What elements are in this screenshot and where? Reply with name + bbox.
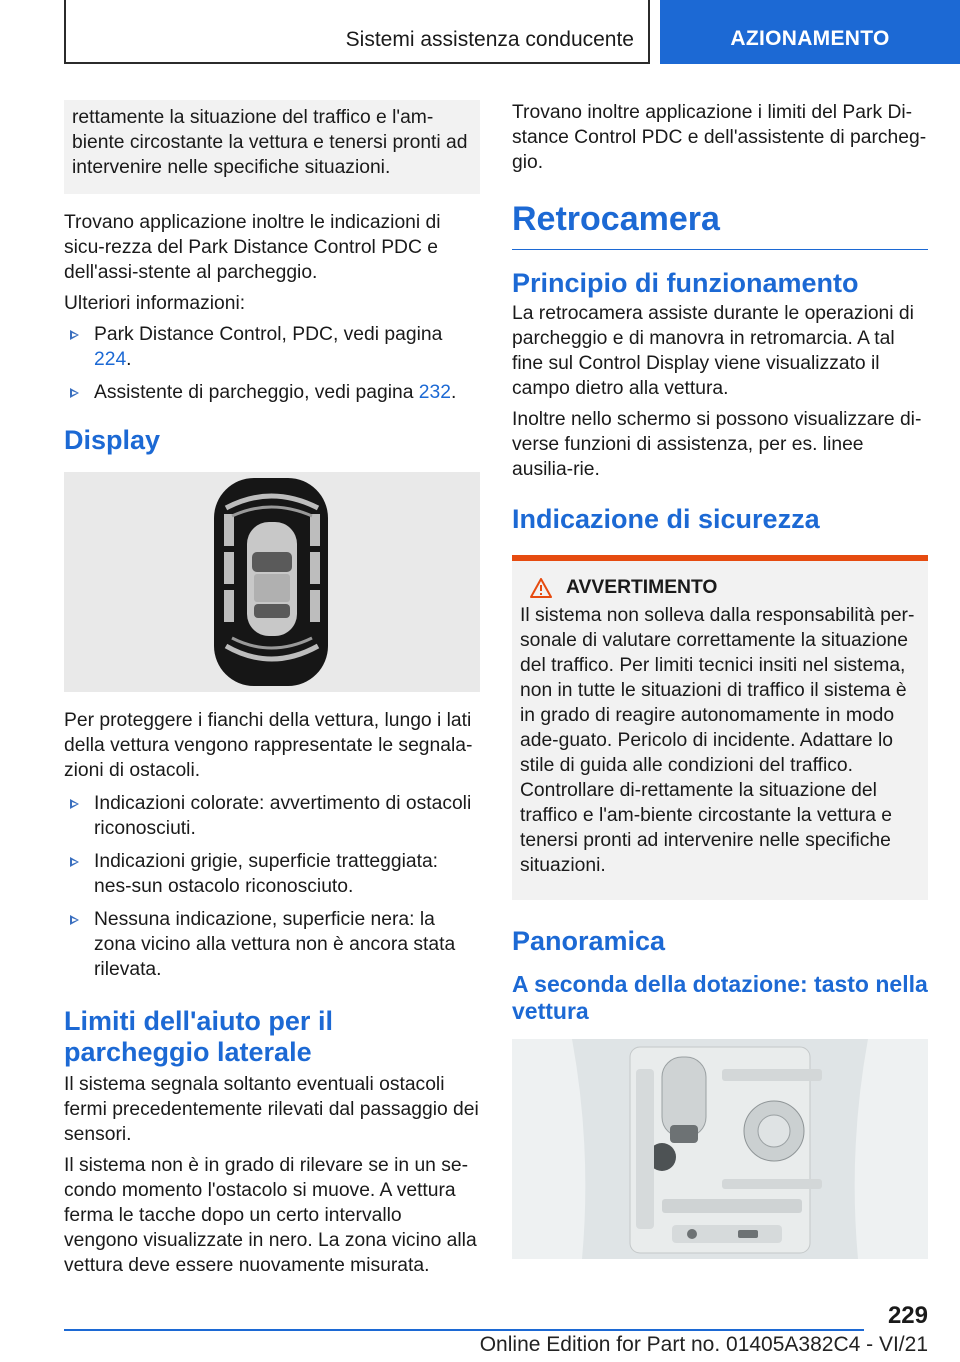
side-protection-display-image xyxy=(64,472,480,692)
center-console-illustration xyxy=(512,1039,928,1259)
bullet-triangle-icon xyxy=(70,330,79,340)
paragraph: La retrocamera assiste durante le operazioni di parcheggio e di manovra in retromarcia. A tal fine sul Control Display viene visualizzato il campo dietro alla vettura. xyxy=(512,303,914,399)
heading-principle: Principio di funzionamento xyxy=(512,268,859,298)
warning-triangle-icon xyxy=(530,578,552,598)
left-column xyxy=(64,100,480,1284)
list-item: Indicazioni grigie, superficie tratteggiata: nes-sun ostacolo riconosciuto. xyxy=(64,849,480,899)
center-console-photo xyxy=(512,1039,928,1259)
reference-list xyxy=(64,322,480,405)
header-frame xyxy=(64,0,650,64)
section-title: Sistemi assistenza conducente xyxy=(345,28,634,51)
paragraph: Il sistema segnala soltanto eventuali ostacoli fermi precedentemente rilevati dal passaggio dei sensori. xyxy=(64,1074,479,1145)
heading-overview: Panoramica xyxy=(512,926,666,956)
bullet-triangle-icon xyxy=(70,915,79,925)
paragraph: Ulteriori informazioni: xyxy=(64,293,246,314)
paragraph: Il sistema non è in grado di rilevare se in un se-condo momento l'ostacolo si muove. A vettura ferma le tacche dopo un certo intervallo vengono visualizzate in nero. La zona vicino alla vettura deve essere nuovamente misurata. xyxy=(64,1155,477,1276)
footer-divider xyxy=(64,1329,864,1331)
page-link-224[interactable]: 224 xyxy=(94,349,127,370)
page-link-232[interactable]: 232 xyxy=(418,382,451,403)
heading-retrocamera: Retrocamera xyxy=(512,197,928,250)
warning-title: AVVERTIMENTO xyxy=(530,577,920,599)
paragraph: Inoltre nello schermo si possono visualizzare di-verse funzioni di assistenza, per es. linee ausilia-rie. xyxy=(512,409,922,480)
chapter-label: AZIONAMENTO xyxy=(730,27,890,50)
bullet-triangle-icon xyxy=(70,799,79,809)
list-item: Park Distance Control, PDC, vedi pagina 224. xyxy=(64,322,480,372)
heading-button-location: A seconda della dotazione: tasto nella vettura xyxy=(512,971,928,1024)
continued-warning-text: rettamente la situazione del traffico e l'am-biente circostante la vettura e tenersi pronti ad intervenire nelle specifiche situazioni. xyxy=(72,107,468,178)
paragraph: Trovano inoltre applicazione i limiti del Park Di-stance Control PDC e dell'assistente di parcheg-gio. xyxy=(512,102,927,173)
list-item: Nessuna indicazione, superficie nera: la zona vicino alla vettura non è ancora stata rilevata. xyxy=(64,907,480,982)
page-number: 229 xyxy=(887,1302,928,1329)
paragraph: Per proteggere i fianchi della vettura, lungo i lati della vettura vengono rappresentate le segnala-zioni di ostacoli. xyxy=(64,710,473,781)
indication-list xyxy=(64,791,480,982)
list-item: Indicazioni colorate: avvertimento di ostacoli riconosciuti. xyxy=(64,791,480,841)
warning-text: Il sistema non solleva dalla responsabilità per-sonale di valutare correttamente la situazione del traffico. Per limiti tecnici insiti nel sistema, non in tutte le situazioni di traffico il sistema è in grado di reagire autonomamente in modo ade-guato. Pericolo di incidente. Adattare lo stile di guida alle condizioni del traffico. Controllare di-rettamente la situazione del traffico e l'am-biente circostante la vettura e tenersi pronti ad intervenire nelle specifiche situazioni. xyxy=(520,605,915,876)
bullet-triangle-icon xyxy=(70,388,79,398)
chapter-tab[interactable] xyxy=(660,0,960,64)
car-topview-illustration xyxy=(64,472,480,692)
edition-text: Online Edition for Part no. 01405A382C4 - VI/21 xyxy=(479,1333,928,1356)
list-item: Assistente di parcheggio, vedi pagina 232. xyxy=(64,380,480,405)
right-column xyxy=(512,100,928,1259)
warning-box xyxy=(512,555,928,900)
heading-safety: Indicazione di sicurezza xyxy=(512,504,820,534)
continued-warning-box xyxy=(64,100,480,194)
heading-limits: Limiti dell'aiuto per il parcheggio laterale xyxy=(64,1006,333,1067)
heading-display: Display xyxy=(64,425,161,455)
paragraph: Trovano applicazione inoltre le indicazioni di sicu-rezza del Park Distance Control PDC e dell'assi-stente al parcheggio. xyxy=(64,212,441,283)
bullet-triangle-icon xyxy=(70,857,79,867)
